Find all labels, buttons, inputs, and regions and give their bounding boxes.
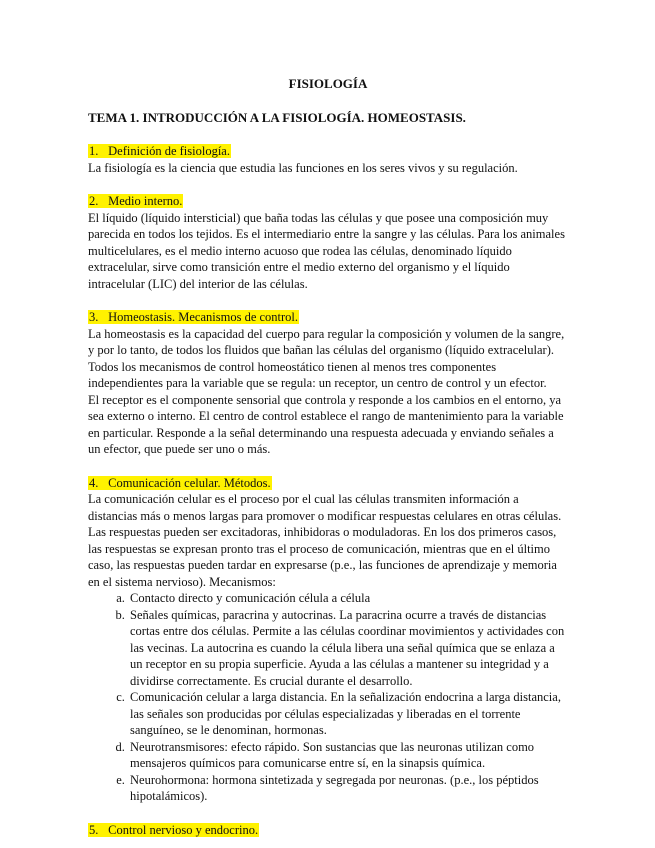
section-heading [88,193,568,210]
section-heading [88,309,568,326]
section-heading-text: Homeostasis. Mecanismos de control. [108,310,299,324]
document-title: FISIOLOGÍA [288,76,368,91]
paragraph: La homeostasis es la capacidad del cuerpo para regular la composición y volumen de la sangre, y por lo tanto, de todos los fluidos que bañan las células del organismo (líquido extracelular). Todos los mecanismos de control homeostático tienen al menos tres componentes independientes para la variable que se regula: un receptor, un centro de control y un efector. [88,326,565,390]
list-item: a. Contacto directo y comunicación célula a célula [128,590,568,607]
paragraph: El receptor es el componente sensorial que controla y responde a los cambios en el entorno, ya sea externo o interno. El centro de control establece el rango de mantenimiento para la variable en particular. Responde a la señal determinando una respuesta adecuada y enviando señales a un efector, que puede ser uno o más. [88,392,564,456]
section-heading [88,822,568,839]
document-page [88,76,568,838]
paragraph: La fisiología es la ciencia que estudia las funciones en los seres vivos y su regulación. [88,160,518,175]
section-number: 3. [89,310,99,324]
section-number: 4. [89,475,99,490]
section-number: 1. [89,144,99,158]
section-homeostasis [88,309,568,458]
paragraph: El líquido (líquido intersticial) que baña todas las células y que posee una composición muy parecida en todos los tejidos. Es el intermediario entre la sangre y las células. Para los animales multicelulares, es el medio interno acuoso que rodea las células, denominado líquido extracelular, sirve como transición entre el medio externo del organismo y el líquido intracelular (LIC) del interior de las células. [88,210,565,291]
section-number: 2. [89,194,99,208]
heading-highlight [88,476,272,490]
heading-highlight [88,310,299,324]
paragraph: La comunicación celular es el proceso por el cual las células transmiten información a distancias más o menos largas para promover o modificar respuestas celulares en otras células. Las respuestas pueden ser excitadoras, inhibidoras o moduladoras. En los dos primeros casos, las respuestas se expresan pronto tras el proceso de comunicación, mientras que en el último caso, las respuestas pueden tardar en expresarse (p.e., las funciones de aprendizaje y memoria en el sistema nervioso). Mecanismos: [88,492,562,589]
section-heading [88,475,568,492]
section-definicion [88,143,568,176]
section-heading-text: Definición de fisiología. [108,144,230,158]
mechanisms-list [88,590,568,805]
heading-highlight [88,144,231,158]
topic-title: TEMA 1. INTRODUCCIÓN A LA FISIOLOGÍA. HOMEOSTASIS. [88,109,466,125]
section-comunicacion-celular [88,475,568,805]
section-medio-interno [88,193,568,292]
section-heading-text: Medio interno. [108,194,183,208]
section-control-nervioso [88,822,568,839]
list-item: c. Comunicación celular a larga distancia. En la señalización endocrina a larga distancia, las señales son producidas por células especializadas y liberadas en el torrente sanguíneo, se le denominan, hormonas. [128,689,568,739]
section-heading [88,143,568,160]
list-item: d. Neurotransmisores: efecto rápido. Son sustancias que las neuronas utilizan como mensajeros químicos para comunicarse entre sí, en la sinapsis química. [128,739,568,772]
list-item: b. Señales químicas, paracrina y autocrinas. La paracrina ocurre a través de distancias cortas entre dos células. Permite a las células coordinar movimientos y actividades con las vecinas. La autocrina es cuando la célula libera una señal química que se enlaza a un receptor en su propia superficie. Ayuda a las células a mantener su integridad y a dividirse correctamente. Es crucial durante el desarrollo. [128,607,568,690]
section-heading-text: Control nervioso y endocrino. [108,822,259,837]
heading-highlight [88,194,183,208]
section-heading-text: Comunicación celular. Métodos. [108,475,271,490]
heading-highlight [88,823,259,837]
list-item: e. Neurohormona: hormona sintetizada y segregada por neuronas. (p.e., los péptidos hipotalámicos). [128,772,568,805]
section-number: 5. [89,822,99,837]
